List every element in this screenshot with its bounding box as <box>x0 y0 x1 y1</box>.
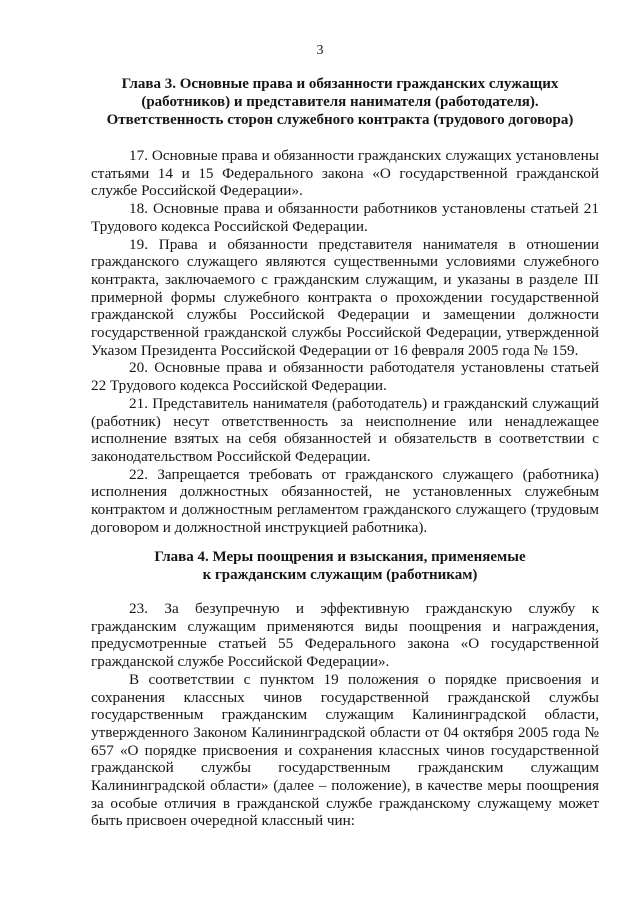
paragraph-19: 19. Права и обязанности представителя нанимателя в отношении гражданского служащего являются существенными условиями служебного контракта, заключаемого с гражданским служащим, и указаны в разделе III примерной формы служебного контракта о прохождении государственной гражданской службы Российской Федерации и замещении должности государственной гражданской службы Российской Федерации, утвержденной Указом Президента Российской Федерации от 16 февраля 2005 года № 159. <box>91 235 599 359</box>
paragraph-18: 18. Основные права и обязанности работников установлены статьей 21 Трудового кодекса Российской Федерации. <box>91 200 599 235</box>
chapter-3-title-line: (работников) и представителя нанимателя (работодателя). <box>141 93 539 110</box>
paragraph-17: 17. Основные права и обязанности гражданских служащих установлены статьями 14 и 15 Федерального закона «О государственной гражданской службе Российской Федерации». <box>91 147 599 200</box>
paragraph-23: 23. За безупречную и эффективную гражданскую службу к гражданским служащим применяются виды поощрения и награждения, предусмотренные статьей 55 Федерального закона «О государственной гражданской службе Российской Федерации». <box>91 600 599 671</box>
chapter-4-title-line: Глава 4. Меры поощрения и взыскания, применяемые <box>154 549 526 565</box>
chapter-4-title <box>90 549 590 585</box>
chapter-3-body <box>91 147 599 536</box>
page-number: 3 <box>316 43 324 58</box>
paragraph-21: 21. Представитель нанимателя (работодатель) и гражданский служащий (работник) несут ответственность за неисполнение или ненадлежащее исполнение взятых на себя обязанностей и обязательств в соответствии с законодательством Российской Федерации. <box>91 394 599 465</box>
chapter-3-title-line: Ответственность сторон служебного контракта (трудового договора) <box>106 111 574 128</box>
chapter-4-title-line: к гражданским служащим (работникам) <box>202 566 478 583</box>
chapter-3-title <box>90 76 590 129</box>
chapter-4-body <box>91 600 599 830</box>
chapter-3-title-line: Глава 3. Основные права и обязанности гражданских служащих <box>121 76 559 92</box>
paragraph-20: 20. Основные права и обязанности работодателя установлены статьей 22 Трудового кодекса Российской Федерации. <box>91 359 599 395</box>
paragraph-23-continued: В соответствии с пунктом 19 положения о порядке присвоения и сохранения классных чинов государственной гражданской службы государственным гражданским служащим Калининградской области, утвержденного Законом Калининградской области от 04 октября 2005 года № 657 «О порядке присвоения и сохранения классных чинов государственной гражданской службы государственным гражданским служащим Калининградской области» (далее – положение), в качестве меры поощрения за особые отличия в гражданской службе гражданскому служащему может быть присвоен очередной классный чин: <box>91 670 599 830</box>
paragraph-22: 22. Запрещается требовать от гражданского служащего (работника) исполнения должностных обязанностей, не установленных служебным контрактом и должностным регламентом гражданского служащего (трудовым договором и должностной инструкцией работника). <box>91 465 599 536</box>
